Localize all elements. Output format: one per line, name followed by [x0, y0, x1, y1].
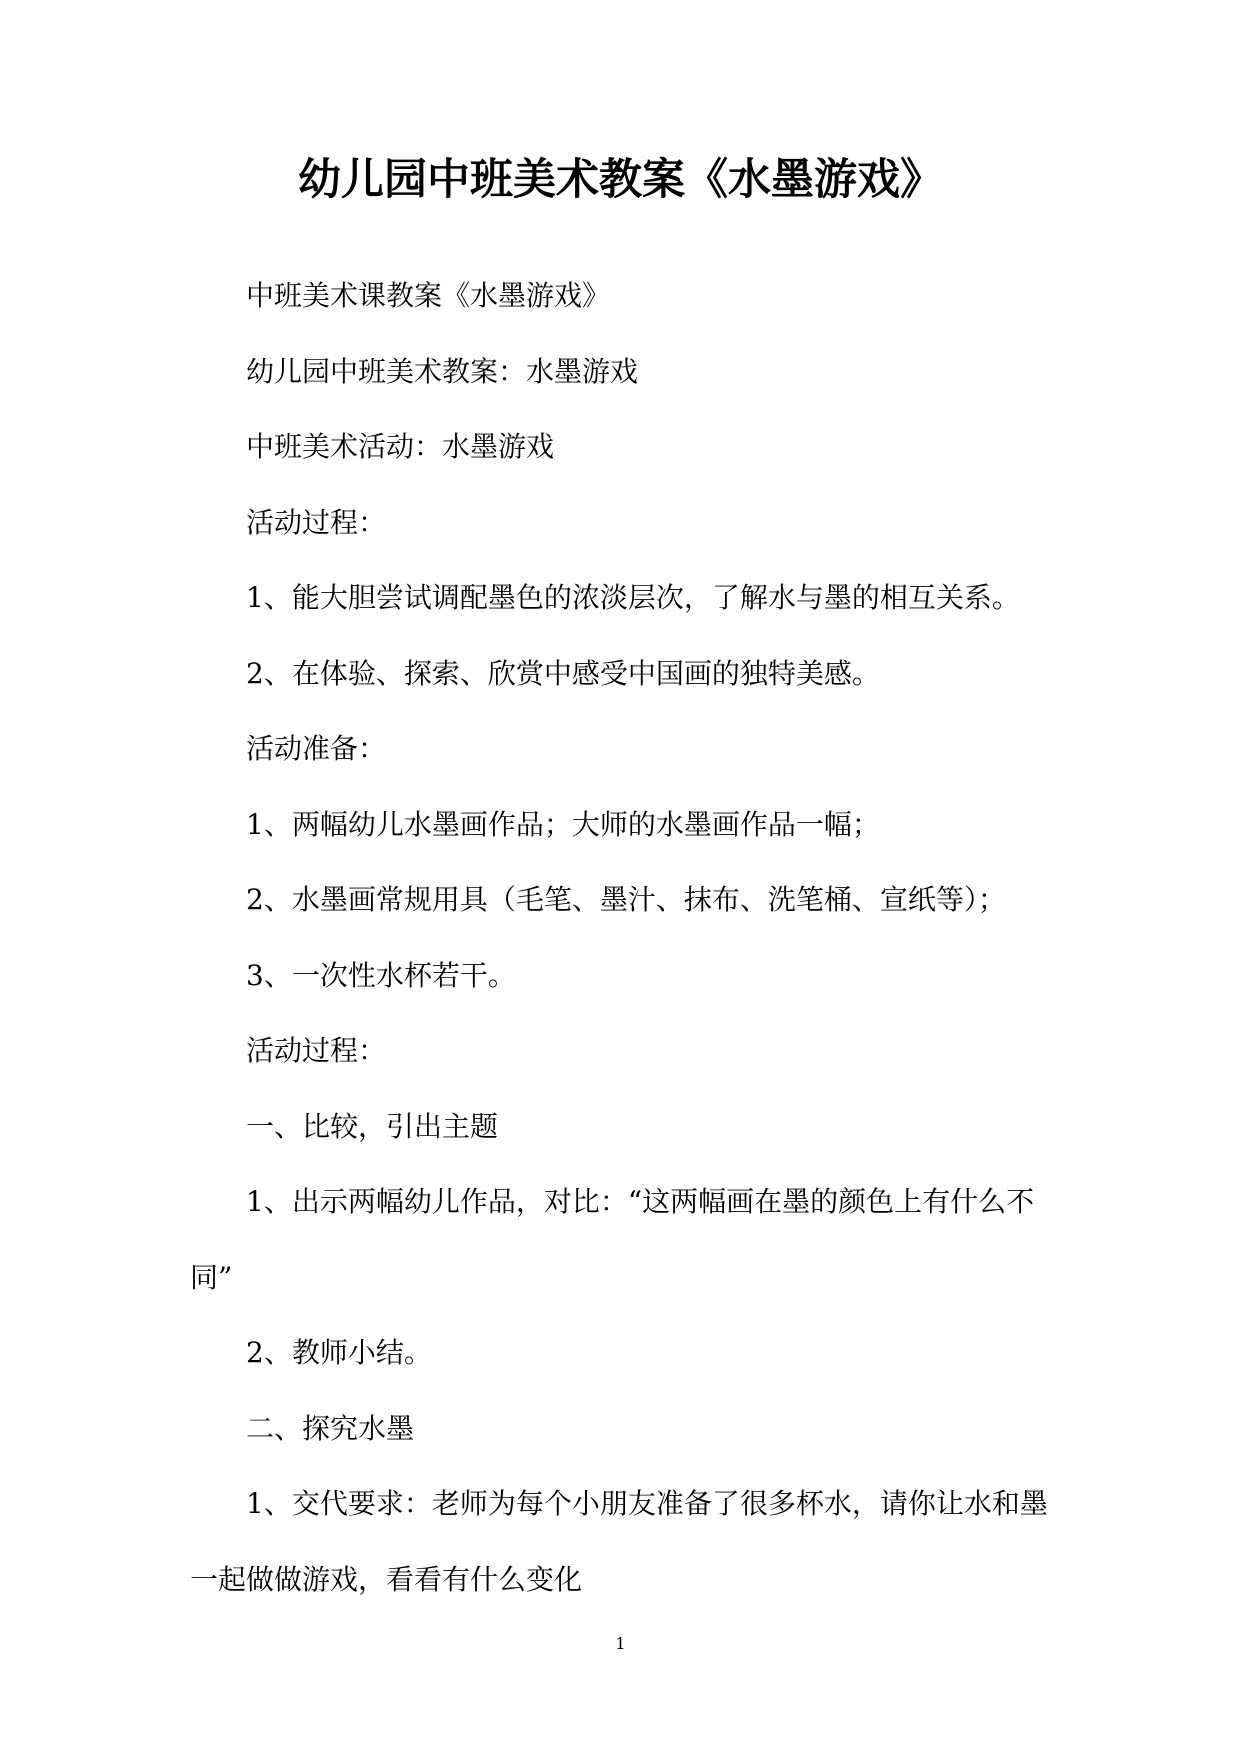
paragraph: 中班美术课教案《水墨游戏》 — [246, 279, 611, 312]
list-item: 2、水墨画常规用具（毛笔、墨汁、抹布、洗笔桶、宣纸等）； — [246, 883, 1006, 916]
list-item: 2、教师小结。 — [246, 1336, 432, 1369]
page-number: 1 — [615, 1634, 626, 1653]
list-item: 1、交代要求：老师为每个小朋友准备了很多杯水，请你让水和墨一起做做游戏，看看有什么变化 — [190, 1487, 1048, 1596]
section-heading: 活动过程： — [246, 1034, 387, 1067]
list-item: 1、出示两幅幼儿作品，对比：“这两幅画在墨的颜色上有什么不同” — [190, 1185, 1035, 1294]
section-heading: 活动准备： — [246, 732, 387, 765]
paragraph: 中班美术活动：水墨游戏 — [246, 430, 555, 463]
document-title: 幼儿园中班美术教案《水墨游戏》 — [298, 155, 943, 205]
list-item: 2、在体验、探索、欣赏中感受中国画的独特美感。 — [246, 656, 880, 690]
list-item: 1、能大胆尝试调配墨色的浓淡层次，了解水与墨的相互关系。 — [246, 581, 1020, 614]
list-item: 3、一次性水杯若干。 — [246, 958, 516, 992]
section-heading: 二、探究水墨 — [246, 1411, 415, 1445]
section-heading: 活动过程： — [246, 505, 387, 539]
section-heading: 一、比较，引出主题 — [246, 1109, 499, 1143]
document-body — [190, 258, 1060, 1617]
paragraph: 幼儿园中班美术教案：水墨游戏 — [246, 354, 639, 388]
list-item: 1、两幅幼儿水墨画作品；大师的水墨画作品一幅； — [246, 807, 880, 841]
